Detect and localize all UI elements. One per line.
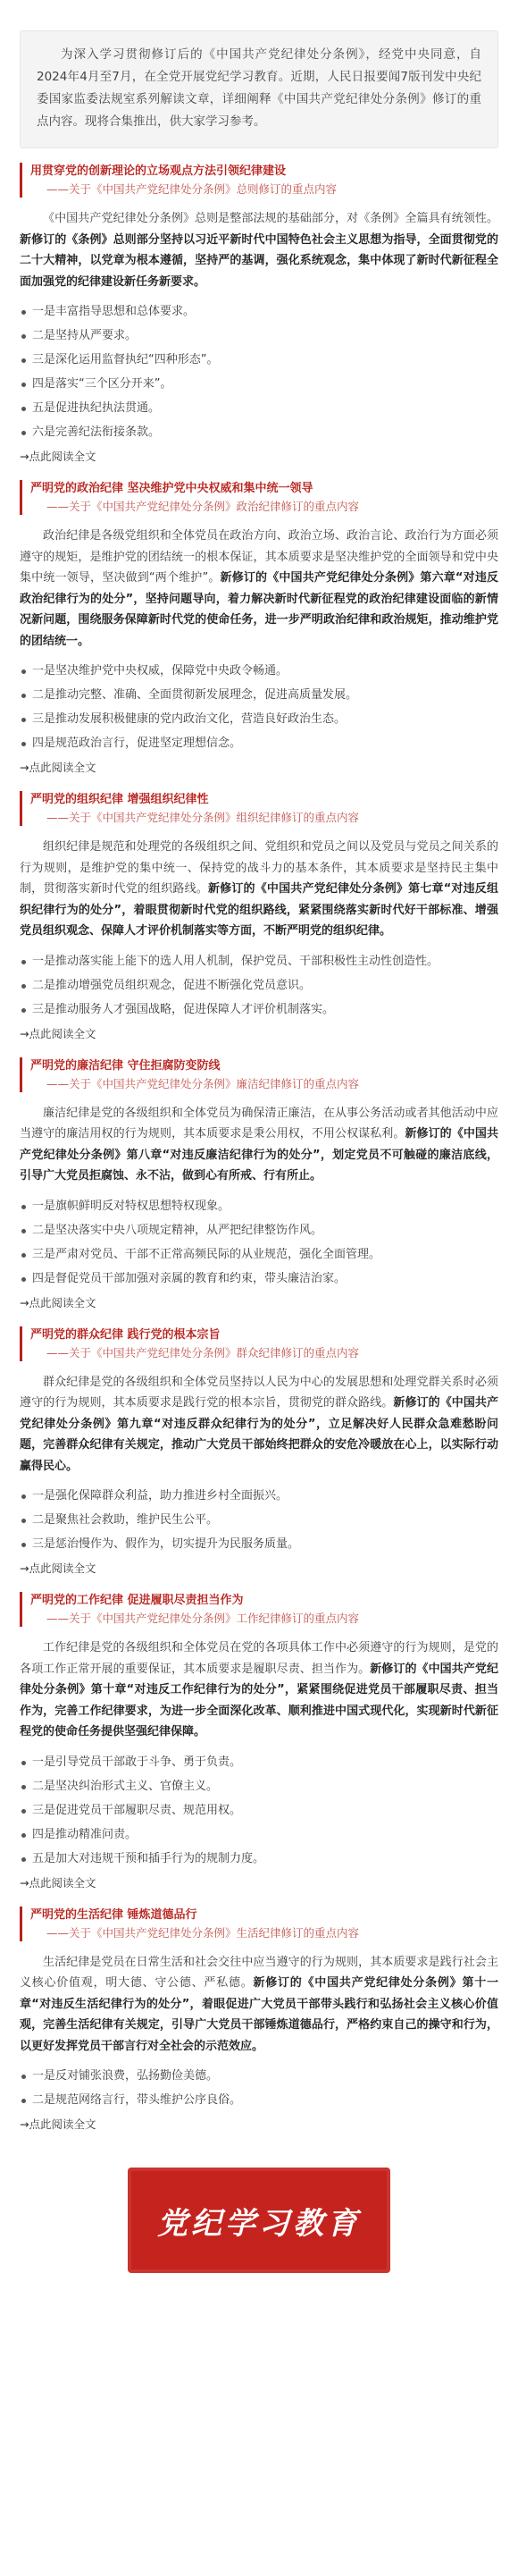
key-point-item: [20, 1246, 498, 1263]
section-subtitle: ——关于《中国共产党纪律处分条例》总则修订的重点内容: [46, 182, 338, 196]
key-point-text: 一是反对铺张浪费，弘扬勤俭美德。: [32, 2069, 219, 2083]
key-point-text: 一是丰富指导思想和总体要求。: [32, 305, 196, 318]
key-point-text: 二是规范网络言行，带头维护公序良俗。: [32, 2093, 242, 2107]
section-title: 严明党的廉洁纪律 守住拒腐防变防线: [30, 1058, 221, 1073]
section-paragraph: [20, 1952, 498, 2058]
intro-text: 为深入学习贯彻修订后的《中国共产党纪律处分条例》，经党中央同意，自2024年4月至7月，在全党开展党纪学习教育。近期，人民日报要闻7版刊发中央纪委国家监委法规室系列解读文章，详细阐释《中国共产党纪律处分条例》修订的重点内容。现将合集推出，供大家学习参考。: [37, 47, 481, 129]
bullet-dot-icon: [21, 310, 26, 315]
bullet-dot-icon: [21, 1229, 26, 1233]
bullet-dot-icon: [21, 1833, 26, 1838]
key-point-item: [20, 1754, 498, 1771]
bullet-dot-icon: [21, 383, 26, 387]
read-more-link[interactable]: →点此阅读全文: [20, 761, 96, 774]
article-section: [20, 480, 498, 777]
section-title: 严明党的组织纪律 增强组织纪律性: [30, 793, 209, 806]
key-point-text: 一是坚决维护党中央权威，保障党中央政令畅通。: [32, 664, 288, 678]
key-point-item: [20, 375, 498, 392]
key-point-item: [20, 1511, 498, 1528]
bullet-dot-icon: [21, 669, 26, 674]
key-point-item: [20, 400, 498, 417]
key-point-item: [20, 686, 498, 703]
key-point-text: 四是督促党员干部加强对亲属的教育和约束，带头廉洁治家。: [32, 1271, 347, 1285]
article-section: [20, 791, 498, 1043]
bullet-dot-icon: [21, 1205, 26, 1209]
section-subtitle: ——关于《中国共产党纪律处分条例》廉洁纪律修订的重点内容: [46, 1076, 360, 1090]
key-point-text: 三是推动服务人才强国战略，促进保障人才评价机制落实。: [32, 1002, 335, 1016]
bullet-dot-icon: [21, 431, 26, 435]
paragraph-text: 生活纪律是党员在日常生活和社会交往中应当遵守的行为规则，其本质要求是践行社会主义核心价值观，明大德、守公德、严私德。: [20, 1955, 498, 1990]
key-point-text: 三是推动发展积极健康的党内政治文化，营造良好政治生态。: [32, 712, 347, 726]
key-point-text: 三是促进党员干部履职尽责、规范用权。: [32, 1803, 242, 1817]
key-point-text: 四是落实“三个区分开来”。: [32, 377, 172, 391]
paragraph-bold-text: 新修订的《中国共产党纪律处分条例》第十一章“对违反生活纪律行为的处分”，着眼促进广大党员干部带头践行和弘扬社会主义核心价值观，完善生活纪律有关规定，引导广大党员干部锤炼道德品行，严格约束自己的操守和行为，以更好发挥党员干部言行对全社会的示范效应。: [20, 1976, 498, 2053]
paragraph-text: 《中国共产党纪律处分条例》总则是整部法规的基础部分，对《条例》全篇具有统领性。: [43, 212, 498, 225]
key-point-text: 五是加大对违规干预和插手行为的规制力度。: [32, 1851, 265, 1865]
bullet-dot-icon: [21, 407, 26, 411]
paragraph-text: 廉洁纪律是党的各级组织和全体党员为确保清正廉洁，在从事公务活动或者其他活动中应当遵守的廉洁用权的行为规则，其本质要求是秉公用权，不用公权谋私利。: [20, 1106, 498, 1141]
key-point-item: [20, 953, 498, 970]
section-heading: [20, 1592, 498, 1627]
article-section: [20, 1326, 498, 1578]
section-title: 用贯穿党的创新理论的立场观点方法引领纪律建设: [30, 164, 287, 178]
key-point-text: 五是促进执纪执法贯通。: [32, 401, 161, 415]
key-point-text: 一是引导党员干部敢于斗争、勇于负责。: [32, 1755, 242, 1769]
key-point-item: [20, 1001, 498, 1018]
article-section: [20, 1907, 498, 2134]
section-title: 严明党的群众纪律 践行党的根本宗旨: [30, 1327, 221, 1342]
key-point-text: 三是严肃对党员、干部不正常高频民际的从业规范，强化全面管理。: [32, 1247, 381, 1261]
bullet-dot-icon: [21, 694, 26, 698]
key-point-text: 二是推动完整、准确、全面贯彻新发展理念，促进高质量发展。: [32, 688, 358, 702]
read-more-link[interactable]: →点此阅读全文: [20, 1295, 96, 1309]
key-point-item: [20, 327, 498, 344]
key-point-item: [20, 1536, 498, 1553]
read-more-link[interactable]: →点此阅读全文: [20, 2117, 96, 2131]
section-heading: [20, 163, 498, 198]
section-heading: [20, 1326, 498, 1361]
key-points-list: [20, 1754, 498, 1867]
bullet-dot-icon: [21, 1543, 26, 1547]
banner-title: 党纪学习教育: [157, 2205, 361, 2242]
bullet-dot-icon: [21, 1277, 26, 1282]
read-more-link[interactable]: →点此阅读全文: [20, 1875, 96, 1890]
paragraph-text: 政治纪律是各级党组织和全体党员在政治方向、政治立场、政治言论、政治行为方面必须遵守的规矩，是维护党的团结统一的根本保证，其本质要求是坚决维护党的全面领导和党中央集中统一领导，坚决做到“两个维护”。: [20, 529, 498, 585]
paragraph-bold-text: 新修订的《条例》总则部分坚持以习近平新时代中国特色社会主义思想为指导，全面贯彻党的二十大精神，以党章为根本遵循，坚持严的基调，强化系统观念，集中体现了新时代新征程全面加强党的纪律建设新任务新要求。: [20, 232, 498, 289]
paragraph-text: 工作纪律是党的各级组织和全体党员在党的各项具体工作中必须遵守的行为规则，是党的各项工作正常开展的重要保证，其本质要求是履职尽责、担当作为。: [20, 1641, 498, 1676]
key-point-text: 二是坚决落实中央八项规定精神，从严把纪律整饬作风。: [32, 1223, 323, 1237]
bullet-dot-icon: [21, 1494, 26, 1499]
section-subtitle: ——关于《中国共产党纪律处分条例》工作纪律修订的重点内容: [46, 1612, 360, 1625]
key-point-item: [20, 1778, 498, 1795]
bullet-dot-icon: [21, 1008, 26, 1013]
sections-container: [20, 163, 498, 2134]
article-section: [20, 1057, 498, 1312]
key-point-text: 三是惩治慢作为、假作为，切实提升为民服务质量。: [32, 1537, 300, 1551]
key-point-item: [20, 1487, 498, 1504]
section-subtitle: ——关于《中国共产党纪律处分条例》组织纪律修订的重点内容: [46, 811, 360, 824]
section-heading: [20, 1907, 498, 1941]
article-section: [20, 163, 498, 466]
key-point-item: [20, 1802, 498, 1819]
paragraph-text: 组织纪律是规范和处理党的各级组织之间、党组织和党员之间以及党员与党员之间关系的行为规则，是维护党的集中统一、保持党的战斗力的基本条件，其本质要求是坚持民主集中制，贯彻落实新时代党的组织路线。: [20, 840, 498, 896]
key-point-item: [20, 977, 498, 994]
paragraph-bold-text: 新修订的《中国共产党纪律处分条例》第七章“对违反组织纪律行为的处分”，着眼贯彻新时代党的组织路线，紧紧围绕落实新时代好干部标准、增强党员组织观念、保障人才评价机制落实等方面，不断严明党的组织纪律。: [20, 882, 498, 938]
paragraph-bold-text: 新修订的《中国共产党纪律处分条例》第六章“对违反政治纪律行为的处分”，坚持问题导向，着力解决新时代新征程党的政治纪律建设面临的新情况新问题，围绕服务保障新时代党的使命任务，进一步严明政治纪律和政治规矩，推动维护党的团结统一。: [20, 571, 498, 648]
key-points-list: [20, 2067, 498, 2109]
key-point-text: 二是推动增强党员组织观念，促进不断强化党员意识。: [32, 978, 312, 992]
key-point-item: [20, 1850, 498, 1867]
bullet-dot-icon: [21, 2099, 26, 2103]
bullet-dot-icon: [21, 718, 26, 722]
paragraph-text: 群众纪律是党的各级组织和全体党员坚持以人民为中心的发展思想和处理党群关系时必须遵守的行为规则，其本质要求是践行党的根本宗旨，贯彻党的群众路线。: [20, 1375, 498, 1410]
section-heading: [20, 1057, 498, 1092]
key-point-text: 一是旗帜鲜明反对特权思想特权现象。: [32, 1199, 230, 1213]
bullet-dot-icon: [21, 334, 26, 339]
key-point-text: 一是推动落实能上能下的选人用人机制，保护党员、干部积极性主动性创造性。: [32, 954, 439, 968]
key-point-text: 四是规范政治言行，促进坚定理想信念。: [32, 737, 242, 750]
key-point-item: [20, 1222, 498, 1239]
section-heading: [20, 480, 498, 515]
key-point-item: [20, 662, 498, 679]
read-more-link[interactable]: →点此阅读全文: [20, 1026, 96, 1040]
key-point-item: [20, 2092, 498, 2109]
party-discipline-banner: [128, 2168, 390, 2273]
bullet-dot-icon: [21, 984, 26, 989]
intro-box: [20, 30, 498, 148]
section-subtitle: ——关于《中国共产党纪律处分条例》群众纪律修订的重点内容: [46, 1345, 360, 1360]
key-points-list: [20, 1487, 498, 1553]
key-point-item: [20, 303, 498, 320]
bullet-dot-icon: [21, 742, 26, 746]
key-point-item: [20, 1198, 498, 1215]
key-point-text: 一是强化保障群众利益，助力推进乡村全面振兴。: [32, 1489, 288, 1503]
bullet-dot-icon: [21, 960, 26, 964]
read-more-link[interactable]: →点此阅读全文: [20, 1562, 96, 1575]
banner-wrap: [20, 2168, 498, 2273]
key-point-item: [20, 735, 498, 752]
key-points-list: [20, 1198, 498, 1287]
paragraph-bold-text: 新修订的《中国共产党纪律处分条例》第十章“对违反工作纪律行为的处分”，紧紧围绕促进党员干部履职尽责、担当作为，完善工作纪律要求，为进一步全面深化改革、顺利推进中国式现代化，实现新时代新征程党的使命任务提供坚强纪律保障。: [20, 1662, 498, 1738]
key-point-item: [20, 2067, 498, 2084]
section-paragraph: [20, 1372, 498, 1477]
paragraph-bold-text: 新修订的《中国共产党纪律处分条例》第八章“对违反廉洁纪律行为的处分”，划定党员不可触碰的廉洁底线，引导广大党员拒腐蚀、永不沾，做到心有所戒、行有所止。: [20, 1127, 498, 1183]
section-heading: [20, 791, 498, 826]
key-point-item: [20, 1826, 498, 1843]
bullet-dot-icon: [21, 358, 26, 363]
key-point-text: 二是坚持从严要求。: [32, 329, 138, 342]
key-point-text: 二是聚焦社会救助，维护民生公平。: [32, 1513, 219, 1527]
section-paragraph: [20, 526, 498, 652]
key-point-item: [20, 351, 498, 368]
key-point-text: 三是深化运用监督执纪“四种形态”。: [32, 353, 219, 366]
key-point-text: 六是完善纪法衔接条款。: [32, 425, 161, 439]
section-title: 严明党的工作纪律 促进履职尽责担当作为: [30, 1594, 244, 1607]
section-paragraph: [20, 1637, 498, 1743]
bullet-dot-icon: [21, 1809, 26, 1814]
section-subtitle: ——关于《中国共产党纪律处分条例》生活纪律修订的重点内容: [46, 1925, 360, 1940]
bullet-dot-icon: [21, 1761, 26, 1765]
key-point-item: [20, 424, 498, 441]
key-point-text: 二是坚决纠治形式主义、官僚主义。: [32, 1779, 219, 1793]
bullet-dot-icon: [21, 1519, 26, 1523]
key-points-list: [20, 662, 498, 752]
bullet-dot-icon: [21, 1253, 26, 1258]
section-title: 严明党的政治纪律 坚决维护党中央权威和集中统一领导: [30, 482, 313, 495]
key-point-text: 四是推动精准问责。: [32, 1827, 138, 1841]
key-point-item: [20, 1270, 498, 1287]
read-more-link[interactable]: →点此阅读全文: [20, 450, 96, 463]
key-points-list: [20, 303, 498, 441]
bullet-dot-icon: [21, 1785, 26, 1789]
section-paragraph: [20, 837, 498, 942]
section-subtitle: ——关于《中国共产党纪律处分条例》政治纪律修订的重点内容: [46, 500, 360, 513]
key-point-item: [20, 711, 498, 728]
article-section: [20, 1592, 498, 1892]
bullet-dot-icon: [21, 1857, 26, 1862]
section-paragraph: [20, 1103, 498, 1187]
section-paragraph: [20, 208, 498, 292]
bullet-dot-icon: [21, 2075, 26, 2079]
key-points-list: [20, 953, 498, 1018]
section-title: 严明党的生活纪律 锤炼道德品行: [30, 1907, 197, 1922]
paragraph-bold-text: 新修订的《中国共产党纪律处分条例》第九章“对违反群众纪律行为的处分”，立足解决好人民群众急难愁盼问题，完善群众纪律有关规定，推动广大党员干部始终把群众的安危冷暖放在心上，以实际行动赢得民心。: [20, 1396, 498, 1473]
